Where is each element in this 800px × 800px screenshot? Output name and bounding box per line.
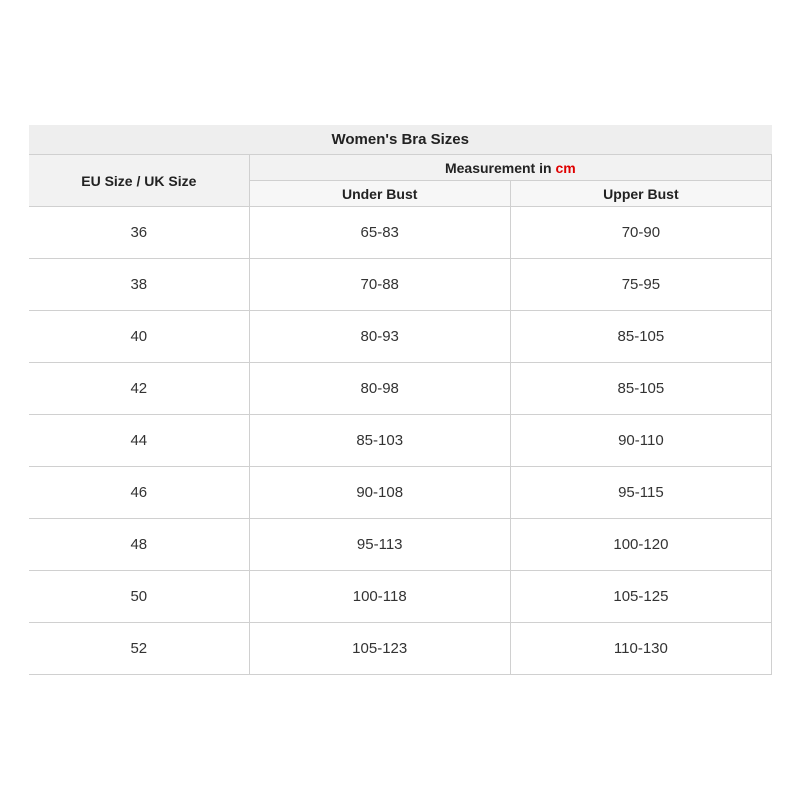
measurement-header <box>249 155 771 181</box>
table-row <box>29 467 772 519</box>
size-cell: 46 <box>29 467 249 519</box>
under-bust-cell: 95-113 <box>249 519 510 571</box>
upper-bust-cell: 75-95 <box>510 259 771 311</box>
upper-bust-cell: 110-130 <box>510 623 771 675</box>
under-bust-cell: 80-93 <box>249 311 510 363</box>
table-row <box>29 571 772 623</box>
table-row <box>29 519 772 571</box>
size-cell: 50 <box>29 571 249 623</box>
eu-uk-size-header: EU Size / UK Size <box>29 155 249 207</box>
header-row-top <box>29 155 772 181</box>
size-cell: 42 <box>29 363 249 415</box>
measurement-unit: cm <box>555 159 576 176</box>
size-cell: 44 <box>29 415 249 467</box>
table-row <box>29 363 772 415</box>
under-bust-cell: 80-98 <box>249 363 510 415</box>
under-bust-cell: 85-103 <box>249 415 510 467</box>
upper-bust-cell: 105-125 <box>510 571 771 623</box>
under-bust-cell: 65-83 <box>249 207 510 259</box>
table-title: Women's Bra Sizes <box>29 125 772 155</box>
upper-bust-cell: 85-105 <box>510 311 771 363</box>
upper-bust-cell: 95-115 <box>510 467 771 519</box>
table-row <box>29 207 772 259</box>
size-cell: 38 <box>29 259 249 311</box>
upper-bust-cell: 70-90 <box>510 207 771 259</box>
under-bust-cell: 100-118 <box>249 571 510 623</box>
table-title-row <box>29 125 772 155</box>
upper-bust-cell: 100-120 <box>510 519 771 571</box>
upper-bust-cell: 85-105 <box>510 363 771 415</box>
size-cell: 36 <box>29 207 249 259</box>
size-cell: 48 <box>29 519 249 571</box>
upper-bust-header: Upper Bust <box>510 181 771 207</box>
under-bust-cell: 90-108 <box>249 467 510 519</box>
table-body <box>29 207 772 675</box>
measurement-label: Measurement in <box>444 159 552 176</box>
under-bust-cell: 70-88 <box>249 259 510 311</box>
table-row <box>29 311 772 363</box>
table-row <box>29 623 772 675</box>
size-cell: 52 <box>29 623 249 675</box>
upper-bust-cell: 90-110 <box>510 415 771 467</box>
size-cell: 40 <box>29 311 249 363</box>
bra-size-table <box>29 125 772 675</box>
table-row <box>29 415 772 467</box>
under-bust-cell: 105-123 <box>249 623 510 675</box>
under-bust-header: Under Bust <box>249 181 510 207</box>
table-row <box>29 259 772 311</box>
